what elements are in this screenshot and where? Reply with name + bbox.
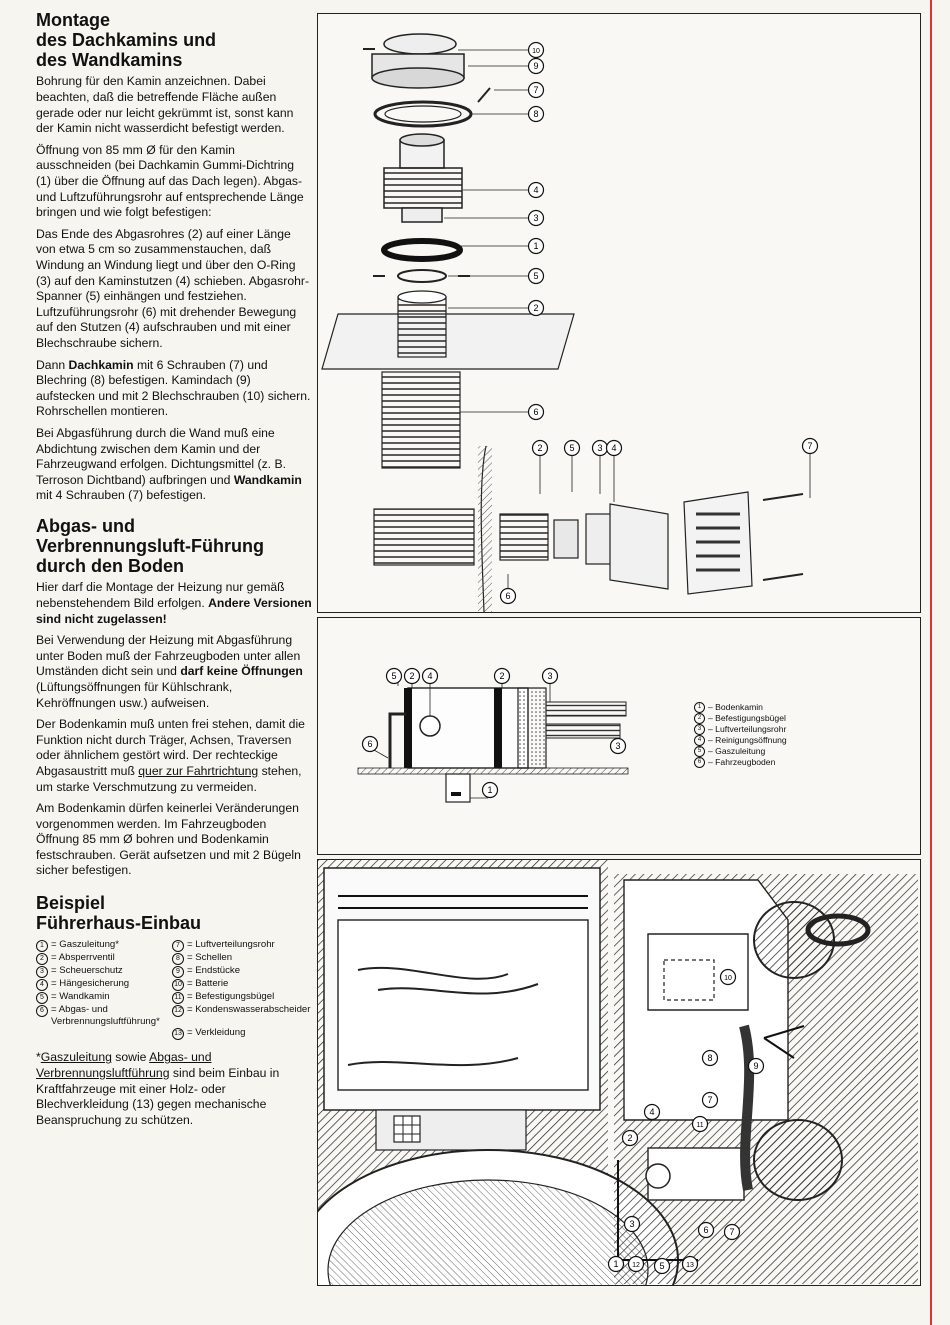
text-run: sowie [111,1050,150,1065]
floor-legend-item [694,724,787,735]
callout-label: 13 [686,1262,694,1269]
text-run: Der Bodenkamin muß unten frei stehen, damit die Funktion nicht durch Träger, Achsen, Traversen oder ähnlichem gestört wird. Der rechteckige Abgasaustritt muß [36,717,305,778]
callout-label: 1 [533,241,539,251]
legend-number: 7 [172,940,184,952]
heater-grille [394,1116,420,1142]
callout-label: 2 [499,671,505,681]
bold-text: Wandkamin [233,472,302,487]
bold-text: Dachkamin [68,357,134,372]
bold-text: darf keine Öffnungen [180,664,303,679]
legend-number: 10 [172,979,184,991]
heater-vent [646,1164,670,1188]
legend-item [172,1004,312,1027]
paragraph [36,426,312,504]
floor-legend-item [694,702,787,713]
text-run: Bei Verwendung der Heizung mit Abgasführung unter Boden muß der Fahrzeugboden unter allen Umständen dicht sein und [36,633,301,679]
exhaust-pipe-top [398,291,446,303]
roof-panel [322,314,574,369]
chimney-stub-rim [400,134,444,146]
legend-item [172,978,312,991]
legend-text: – Bodenkamin [708,702,763,713]
legend-text: – Fahrzeugboden [708,757,776,768]
legend-number: 4 [694,735,705,746]
callout-label: 5 [659,1261,665,1271]
seat-bottom [754,1120,842,1200]
title-line: des Dachkamins und [36,30,217,51]
underlined-text: quer zur Fahrtrichtung [138,763,259,778]
legend-number: 2 [36,953,48,965]
callout-label: 4 [427,671,433,681]
legend-text: = Abgas- und Verbrennungsluftführung* [51,1004,160,1027]
legend-item [36,939,172,952]
callout-label: 7 [729,1227,735,1237]
underlined-text: Abgas- und Verbrennungsluftführung [36,1050,212,1080]
bold-text: Andere Versionen sind nicht zugelassen! [36,595,312,626]
figure-floor-exhaust [317,617,921,855]
callout-label: 5 [569,443,575,453]
legend-text: = Endstücke [187,965,241,977]
callout-label: 2 [627,1133,633,1143]
floor-legend-item [694,757,787,768]
screw [478,88,490,102]
callout-label: 3 [597,443,603,453]
legend-item [36,965,172,978]
wall-clamp [554,520,578,558]
title-line: Verbrennungsluft-Führung [36,536,264,557]
title-line: durch den Boden [36,556,184,577]
exhaust-pipe [398,297,446,357]
legend-text: – Luftverteilungsrohr [708,724,787,735]
vehicle-wall-hatch [478,446,492,612]
callout-label: 5 [533,271,539,281]
legend-number: 9 [172,966,184,978]
underlined-text: Gaszuleitung [40,1050,112,1065]
paragraph: Bohrung für den Kamin anzeichnen. Dabei beachten, daß die betreffende Fläche außen gerade oder nur leicht gekrümmt ist, sonst kann der Kamin nicht wasserdicht befestigt werden. [36,74,294,136]
legend-item [36,1004,172,1027]
legend-text: – Befestigungsbügel [708,713,786,724]
bracket-right [494,688,502,768]
legend-text: = Absperrventil [51,952,115,964]
text-run: * [36,1050,41,1065]
legend-number: 1 [36,940,48,952]
figure-roof-wall-chimney [317,13,921,613]
text-run: stehen, um starke Verschmutzung zu vermeiden. [36,763,302,794]
callout-label: 9 [533,61,539,71]
paragraph [36,358,312,420]
callout-label: 7 [807,441,813,451]
legend-number: 5 [36,992,48,1004]
paragraph [36,580,312,627]
callout-label: 1 [487,785,493,795]
legend-item [36,978,172,991]
title-line: Beispiel [36,893,106,914]
air-distribution-pipe-ribs [744,1026,749,1190]
callout-label: 2 [537,443,543,453]
legend-number: 1 [694,702,705,713]
section-title-floor-exhaust [36,516,312,576]
legend-number: 4 [36,979,48,991]
title-line: Führerhaus-Einbau [36,913,202,934]
callout-label: 6 [703,1225,709,1235]
floor-exhaust-drawing [318,618,920,854]
callout-label: 7 [533,85,539,95]
callout-label: 7 [707,1095,713,1105]
right-margin-red-line [930,0,932,1325]
paragraph [36,717,312,795]
paragraph [36,633,312,711]
legend-text: = Batterie [187,978,229,990]
legend-number: 13 [172,1028,184,1040]
legend-text: = Gaszuleitung* [51,939,119,951]
floor-legend-item [694,746,787,757]
gas-line [390,714,406,768]
legend-number: 8 [172,953,184,965]
callout-label: 8 [707,1053,713,1063]
callout-label: 4 [533,185,539,195]
legend-item [172,939,312,952]
air-pipe-upper [546,702,626,716]
title-line: Abgas- und [36,515,135,536]
section-title-roof-chimney [36,10,312,70]
paragraph: Das Ende des Abgasrohres (2) auf einer Länge von etwa 5 cm so zusammenstauchen, daß Windung an Windung liegt und über den O-Ring (3) auf den Kaminstutzen (4) schieben. Abgasrohr-Spanner (5) einhängen und festziehen. Luftzuführungsrohr (6) mit drehender Bewegung auf den Stutzen (4) aufschrauben und mit einer Blechschraube sichern. [36,226,310,350]
legend-number: 6 [694,757,705,768]
text-run: Hier darf die Montage der Heizung nur gemäß nebenstehendem Bild erfolgen. [36,580,285,610]
wall-flange [610,504,668,589]
legend-text: = Wandkamin [51,991,110,1003]
legend-text: = Verkleidung [187,1027,246,1039]
callout-label: 3 [615,741,621,751]
legend-text: = Scheuerschutz [51,965,123,977]
cab-installation-drawing [318,860,920,1285]
grille-screws [763,494,803,580]
legend-item [172,952,312,965]
wall-exhaust-pipe [500,514,548,560]
legend-item [36,1027,172,1040]
callout-label: 4 [649,1107,655,1117]
cap-bottom [372,68,464,88]
legend-number: 2 [694,713,705,724]
legend-text: = Schellen [187,952,233,964]
title-line: Montage [36,10,110,30]
callout-label: 11 [696,1122,704,1129]
vehicle-floor [358,768,628,774]
floor-legend-item [694,713,787,724]
legend-item [172,965,312,978]
cap-top [384,34,456,54]
heater-end-cap [518,688,546,768]
legend-number: 6 [36,1005,48,1017]
callout-label: 4 [611,443,617,453]
air-pipe-lower [546,724,620,738]
text-column [36,10,312,1134]
callout-label: 2 [533,303,539,313]
callout-label: 3 [533,213,539,223]
bracket-left [404,688,412,768]
hose-clamp [398,270,446,282]
legend-item [36,952,172,965]
legend-item [172,991,312,1004]
legend-text: = Befestigungsbügel [187,991,275,1003]
callout-label: 10 [724,975,732,982]
text-run: mit 6 Schrauben (7) und Blechring (8) befestigen. Kamindach (9) aufstecken und mit 2 Blechschrauben (10) sichern. Rohrschellen montieren. [36,357,311,419]
callout-label: 3 [629,1219,635,1229]
legend-number: 12 [172,1005,184,1017]
callout-label: 5 [391,671,397,681]
text-run: mit 4 Schrauben (7) befestigen. [36,488,207,503]
callout-label: 1 [613,1259,619,1269]
cleaning-opening [420,716,440,736]
wall-air-pipe [374,509,474,565]
callout-label: 8 [533,109,539,119]
legend-text: – Gaszuleitung [708,746,766,757]
rubber-seal-ring [384,241,460,259]
legend-item [36,991,172,1004]
exploded-view-drawing [318,14,920,612]
text-run: Dann [36,357,69,372]
floor-chimney-outlet [451,792,461,796]
text-run: (Lüftungsöffnungen für Kühlschrank, Kehröffnungen usw.) aufweisen. [36,679,233,710]
callout-label: 6 [533,407,539,417]
title-line: des Wandkamins [36,50,183,71]
callout-label: 2 [409,671,415,681]
legend-text: = Hängesicherung [51,978,130,990]
figure-cab-installation [317,859,921,1286]
legend-text: = Kondenswasserabscheider [187,1004,311,1016]
footnote [36,1050,312,1128]
legend-number: 3 [36,966,48,978]
chimney-stub-thread [384,168,462,208]
floor-parts-legend [694,702,787,768]
callout-label: 6 [367,739,373,749]
callout-label: 10 [532,48,540,55]
parts-legend [36,939,312,1040]
callout-label: 6 [505,591,511,601]
callout-label: 9 [753,1061,759,1071]
section-title-cab-example [36,893,312,933]
paragraph: Öffnung von 85 mm Ø für den Kamin ausschneiden (bei Dachkamin Gummi-Dichtring (1) über die Öffnung auf das Dach legen). Abgas- und Luftzuführungsrohr auf entsprechende Länge bringen und wie folgt befestigen: [36,142,304,220]
callout-label: 3 [547,671,553,681]
air-supply-pipe [382,372,460,468]
floor-chimney [446,774,470,802]
legend-number: 11 [172,992,184,1004]
floor-legend-item [694,735,787,746]
chimney-stub-bottom [402,208,442,222]
text-run: Bei Abgasführung durch die Wand muß eine Abdichtung zwischen dem Kamin und der Fahrzeugwand erfolgen. Dichtungsmittel (z. B. Terroson Dichtband) aufbringen und [36,425,286,487]
legend-number: 3 [694,724,705,735]
metal-ring-inner [385,106,461,122]
callout-label: 12 [632,1262,640,1269]
paragraph: Am Bodenkamin dürfen keinerlei Veränderungen vorgenommen werden. Im Fahrzeugboden Öffnung 85 mm Ø bohren und Bodenkamin festschrauben. Gerät aufsetzen und mit 2 Bügeln sicher befestigen. [36,801,301,878]
legend-number: 5 [694,746,705,757]
legend-text: = Luftverteilungsrohr [187,939,275,951]
text-run: sind beim Einbau in Kraftfahrzeuge mit einer Holz- oder Blechverkleidung (13) gegen mechanische Beanspruchung zu schützen. [36,1065,280,1127]
legend-item [172,1027,312,1040]
legend-text: – Reinigungsöffnung [708,735,787,746]
